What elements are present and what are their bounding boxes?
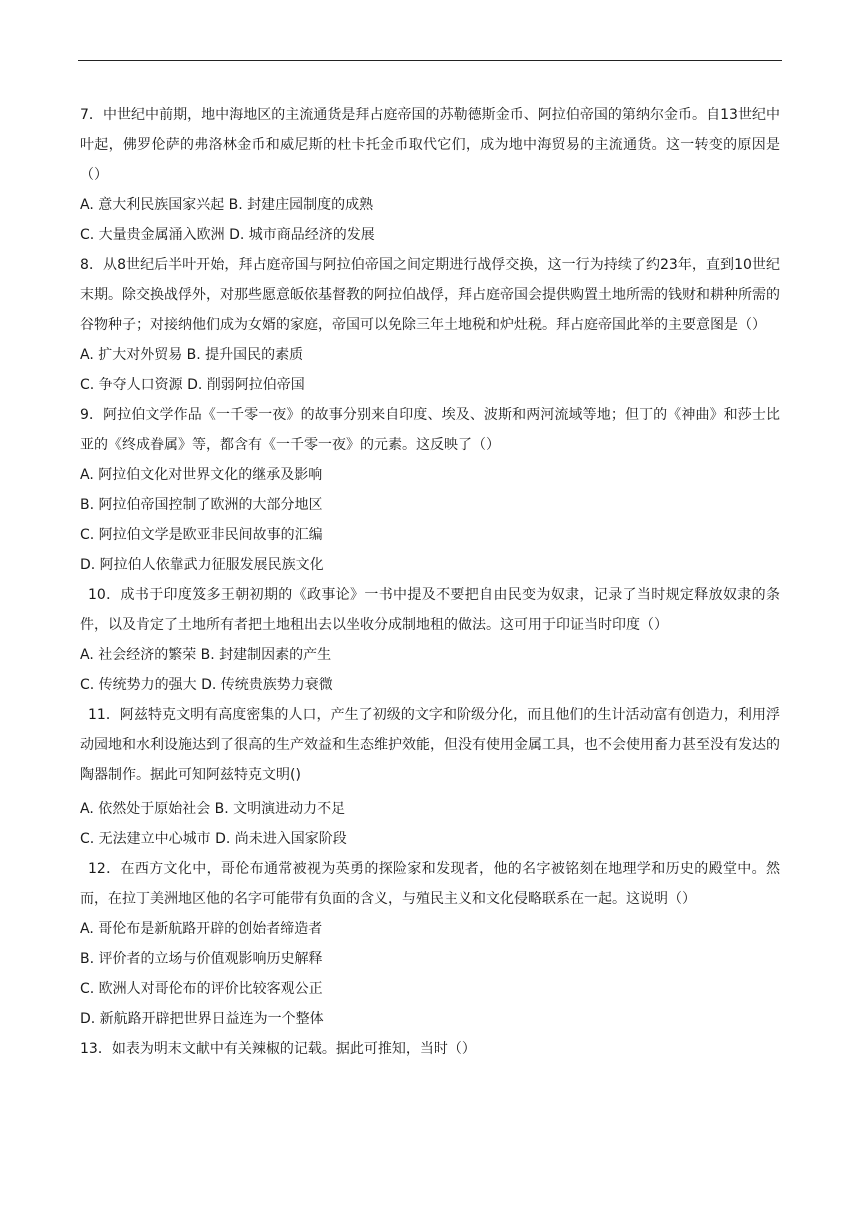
option-line: B. 阿拉伯帝国控制了欧洲的大部分地区 (80, 497, 323, 513)
question-10 (80, 580, 780, 700)
question-8 (80, 250, 780, 400)
question-list (80, 100, 780, 1064)
question-stem: 13．如表为明末文献中有关辣椒的记载。据此可推知，当时（） (80, 1041, 476, 1057)
option-line: A. 阿拉伯文化对世界文化的继承及影响 (80, 467, 323, 483)
option-line: C. 大量贵金属涌入欧洲 D. 城市商品经济的发展 (80, 227, 375, 243)
question-stem: 11．阿兹特克文明有高度密集的人口，产生了初级的文字和阶级分化，而且他们的生计活动富有创造力，利用浮动园地和水利设施达到了很高的生产效益和生态维护效能，但没有使用金属工具，也不会使用畜力甚至没有发达的陶器制作。据此可知阿兹特克文明() (80, 707, 780, 783)
option-line: A. 社会经济的繁荣 B. 封建制因素的产生 (80, 647, 332, 663)
question-stem: 9．阿拉伯文学作品《一千零一夜》的故事分别来自印度、埃及、波斯和两河流域等地；但丁的《神曲》和莎士比亚的《终成眷属》等，都含有《一千零一夜》的元素。这反映了（） (80, 407, 780, 453)
question-7 (80, 100, 780, 250)
option-line: D. 阿拉伯人依靠武力征服发展民族文化 (80, 557, 324, 573)
question-stem: 7．中世纪中前期，地中海地区的主流通货是拜占庭帝国的苏勒德斯金币、阿拉伯帝国的第纳尔金币。自13世纪中叶起，佛罗伦萨的弗洛林金币和威尼斯的杜卡托金币取代它们，成为地中海贸易的主流通货。这一转变的原因是（） (80, 107, 780, 183)
option-line: C. 欧洲人对哥伦布的评价比较客观公正 (80, 981, 323, 997)
question-11 (80, 700, 780, 854)
question-stem: 10．成书于印度笈多王朝初期的《政事论》一书中提及不要把自由民变为奴隶，记录了当时规定释放奴隶的条件，以及肯定了土地所有者把土地租出去以坐收分成制地租的做法。这可用于印证当时印度（） (80, 587, 780, 633)
option-line: C. 传统势力的强大 D. 传统贵族势力衰微 (80, 677, 333, 693)
option-line: C. 无法建立中心城市 D. 尚未进入国家阶段 (80, 831, 347, 847)
question-9 (80, 400, 780, 580)
option-line: A. 哥伦布是新航路开辟的创始者缔造者 (80, 921, 323, 937)
option-line: C. 争夺人口资源 D. 削弱阿拉伯帝国 (80, 377, 305, 393)
option-line: D. 新航路开辟把世界日益连为一个整体 (80, 1011, 324, 1027)
option-line: A. 扩大对外贸易 B. 提升国民的素质 (80, 347, 304, 363)
option-line: A. 依然处于原始社会 B. 文明演进动力不足 (80, 801, 346, 817)
header-rule (78, 60, 782, 61)
option-line: A. 意大利民族国家兴起 B. 封建庄园制度的成熟 (80, 197, 374, 213)
question-stem: 8．从8世纪后半叶开始，拜占庭帝国与阿拉伯帝国之间定期进行战俘交换，这一行为持续了约23年，直到10世纪末期。除交换战俘外，对那些愿意皈依基督教的阿拉伯战俘，拜占庭帝国会提供购置土地所需的钱财和耕种所需的谷物种子；对接纳他们成为女婿的家庭，帝国可以免除三年土地税和炉灶税。拜占庭帝国此举的主要意图是（） (80, 257, 780, 333)
question-stem: 12．在西方文化中，哥伦布通常被视为英勇的探险家和发现者，他的名字被铭刻在地理学和历史的殿堂中。然而，在拉丁美洲地区他的名字可能带有负面的含义，与殖民主义和文化侵略联系在一起。这说明（） (80, 861, 780, 907)
option-line: C. 阿拉伯文学是欧亚非民间故事的汇编 (80, 527, 323, 543)
option-line: B. 评价者的立场与价值观影响历史解释 (80, 951, 323, 967)
question-13 (80, 1034, 780, 1064)
question-12 (80, 854, 780, 1034)
